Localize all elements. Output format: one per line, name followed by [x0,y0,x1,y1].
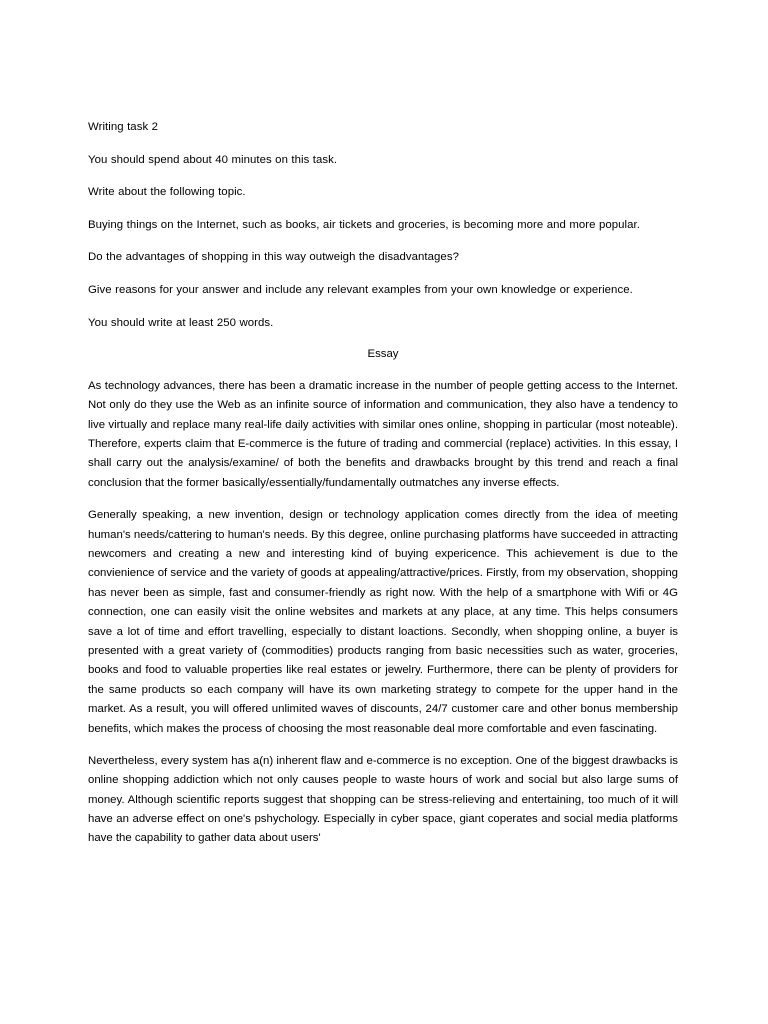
prompt-line-word-count: You should write at least 250 words. [88,316,274,329]
document-title: Writing task 2 [88,121,159,133]
prompt-line-write-about: Write about the following topic. [88,186,246,199]
prompt-line-question: Do the advantages of shopping in this way outweigh the disadvantages? [88,251,459,264]
essay-paragraph-1: As technology advances, there has been a dramatic increase in the number of people getting access to the Internet. Not only do they use the Web as an infinite source of information and communication, they also have a tendency to live virtually and replace many real-life daily activities with similar ones online, shopping in particular (most noteable). Therefore, experts claim that E-commerce is the future of trading and commercial (replace) activities. In this essay, I shall carry out the analysis/examine/ of both the benefits and drawbacks brought by this trend and reach a final conclusion that the former basically/essentially/fundamentally outmatches any inverse effects. [88,379,678,489]
essay-heading: Essay [367,348,399,361]
prompt-line-instructions: You should spend about 40 minutes on this task. [88,153,338,166]
essay-paragraph-2: Generally speaking, a new invention, design or technology application comes directly from the idea of meeting human's needs/cattering to human's needs. By this degree, online purchasing platforms have succeeded in attracting newcomers and creating a new and interesting kind of buying expericence. This achievement is due to the convienience of service and the variety of goods at appealing/attractive/prices. Firstly, from my observation, shopping has never been as simple, fast and consumer-friendly as right now. With the help of a smartphone with Wifi or 4G connection, one can easily visit the online websites and markets at any place, at any time. This helps consumers save a lot of time and effort travelling, especially to distant loactions. Secondly, when shopping online, a buyer is presented with a great variety of (commodities) products ranging from basic necessities such as water, groceries, books and food to valuable properties like real estates or jewelry. Furthermore, there can be plenty of providers for the same products so each company will have its own marketing strategy to compete for the upper hand in the market. As a result, you will offered unlimited waves of discounts, 24/7 customer care and other bonus membership benefits, which makes the process of choosing the most reasonable deal more comfortable and even fascinating. [88,509,678,735]
prompt-line-reasons: Give reasons for your answer and include any relevant examples from your own knowledge or experience. [88,284,633,297]
prompt-line-topic: Buying things on the Internet, such as books, air tickets and groceries, is becoming more and more popular. [88,218,640,231]
essay-paragraph-3: Nevertheless, every system has a(n) inherent flaw and e-commerce is no exception. One of the biggest drawbacks is online shopping addiction which not only causes people to waste hours of work and social but also large sums of money. Although scientific reports suggest that shopping can be stress-relieving and entertaining, too much of it will have an adverse effect on one's pshychology. Especially in cyber space, giant coperates and social media platforms have the capability to gather data about users' [88,754,678,845]
document-content [88,118,678,849]
